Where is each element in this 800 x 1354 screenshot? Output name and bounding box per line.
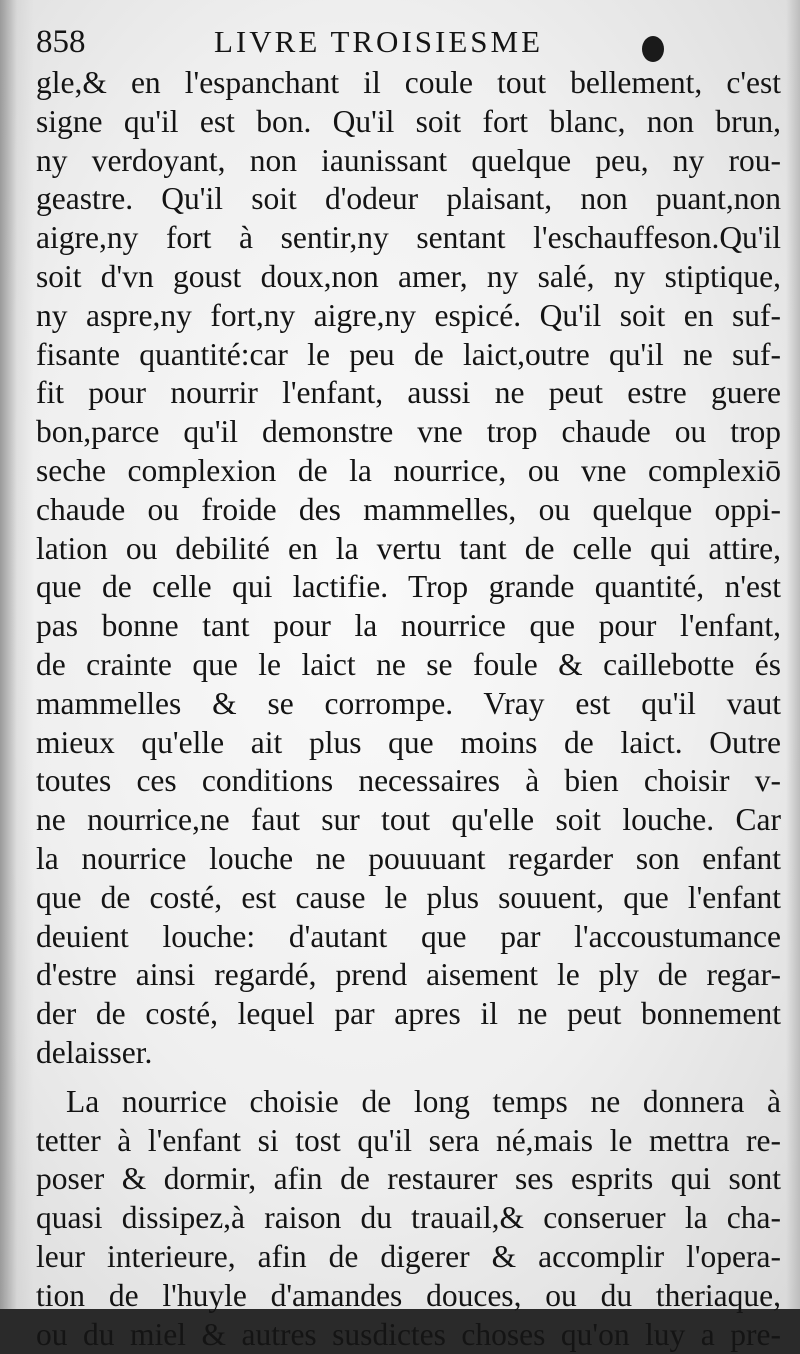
text-line: deuient louche: d'autant que par l'accoustumance: [36, 918, 781, 957]
text-line: tion de l'huyle d'amandes douces, ou du theriaque,: [36, 1277, 781, 1316]
text-line: mammelles & se corrompe. Vray est qu'il vaut: [36, 685, 781, 724]
text-line: que de celle qui lactifie. Trop grande quantité, n'est: [36, 568, 781, 607]
text-line: ou du miel & autres susdictes choses qu'on luy a pre-: [36, 1316, 781, 1354]
body-text: [36, 64, 781, 1354]
text-line: quasi dissipez,à raison du trauail,& conseruer la cha-: [36, 1199, 781, 1238]
text-line: pas bonne tant pour la nourrice que pour l'enfant,: [36, 607, 781, 646]
page-number: 858: [36, 24, 86, 61]
running-title: LIVRE TROISIESME: [214, 24, 543, 60]
text-line: que de costé, est cause le plus souuent, que l'enfant: [36, 879, 781, 918]
text-line: de crainte que le laict ne se foule & caillebotte és: [36, 646, 781, 685]
text-line: ny aspre,ny fort,ny aigre,ny espicé. Qu'il soit en suf-: [36, 297, 781, 336]
gutter-shadow: [0, 0, 34, 1309]
text-line: fisante quantité:car le peu de laict,outre qu'il ne suf-: [36, 336, 781, 375]
text-line: d'estre ainsi regardé, prend aisement le ply de regar-: [36, 956, 781, 995]
text-line: La nourrice choisie de long temps ne donnera à: [36, 1083, 781, 1122]
text-line: poser & dormir, afin de restaurer ses esprits qui sont: [36, 1160, 781, 1199]
text-line: mieux qu'elle ait plus que moins de laict. Outre: [36, 724, 781, 763]
text-line: delaisser.: [36, 1034, 781, 1073]
page-header: [36, 24, 776, 68]
ink-blot: [642, 36, 664, 62]
text-line: ne nourrice,ne faut sur tout qu'elle soit louche. Car: [36, 801, 781, 840]
text-line: der de costé, lequel par apres il ne peut bonnement: [36, 995, 781, 1034]
text-line: signe qu'il est bon. Qu'il soit fort blanc, non brun,: [36, 103, 781, 142]
text-line: ny verdoyant, non iaunissant quelque peu, ny rou-: [36, 142, 781, 181]
text-line: gle,& en l'espanchant il coule tout bellement, c'est: [36, 64, 781, 103]
text-line: leur interieure, afin de digerer & accomplir l'opera-: [36, 1238, 781, 1277]
paragraph-1: [36, 64, 781, 1073]
text-line: tetter à l'enfant si tost qu'il sera né,mais le mettra re-: [36, 1122, 781, 1161]
page-edge: [786, 0, 800, 1309]
text-line: seche complexion de la nourrice, ou vne complexiō: [36, 452, 781, 491]
text-line: fit pour nourrir l'enfant, aussi ne peut estre guere: [36, 374, 781, 413]
paragraph-2: [36, 1083, 781, 1354]
text-line: lation ou debilité en la vertu tant de celle qui attire,: [36, 530, 781, 569]
text-line: chaude ou froide des mammelles, ou quelque oppi-: [36, 491, 781, 530]
text-line: geastre. Qu'il soit d'odeur plaisant, non puant,non: [36, 180, 781, 219]
text-line: aigre,ny fort à sentir,ny sentant l'eschauffeson.Qu'il: [36, 219, 781, 258]
text-line: la nourrice louche ne pouuuant regarder son enfant: [36, 840, 781, 879]
text-line: bon,parce qu'il demonstre vne trop chaude ou trop: [36, 413, 781, 452]
text-line: toutes ces conditions necessaires à bien choisir v-: [36, 762, 781, 801]
text-line: soit d'vn goust doux,non amer, ny salé, ny stiptique,: [36, 258, 781, 297]
